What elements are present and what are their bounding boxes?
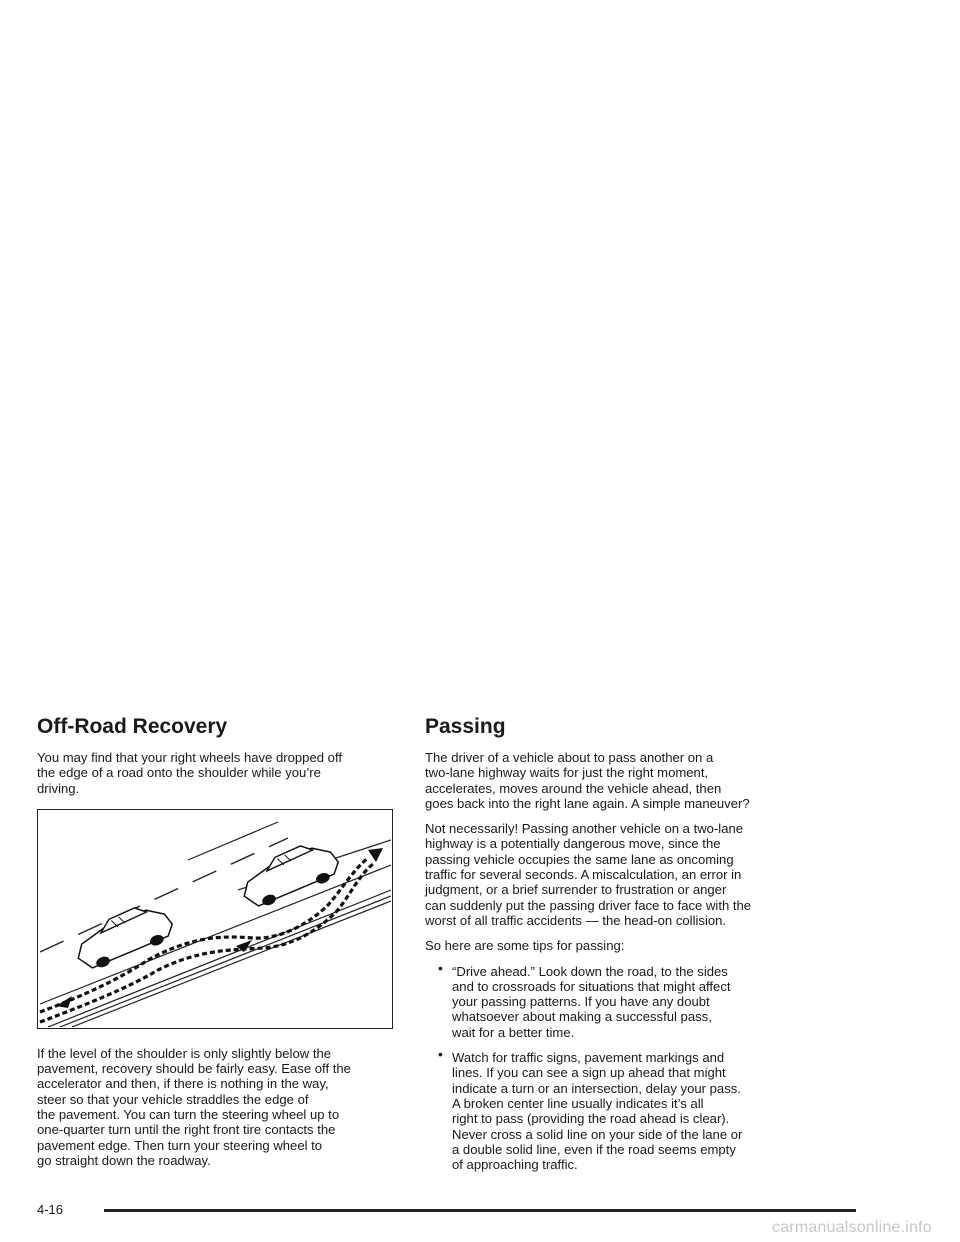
section-heading-passing: Passing — [425, 715, 506, 738]
section-heading-off-road-recovery: Off-Road Recovery — [37, 715, 228, 738]
footer-divider — [104, 1209, 856, 1212]
list-item — [425, 1046, 770, 1173]
list-item — [425, 959, 770, 1040]
front-car-shape — [235, 836, 344, 912]
tip-text: Watch for traffic signs, pavement markings and lines. If you can see a sign up ahead that might indicate a turn or an intersection, delay your pass. A broken center line usually indicates it’s all right to pass (providing the road ahead is clear). Never cross a solid line on your side of the lane or a double solid line, even if the road seems empty of approaching traffic. — [452, 1050, 743, 1173]
intro-paragraph: You may find that your right wheels have dropped off the edge of a road onto the shoulder while you’re driving. — [37, 750, 342, 796]
right-column — [425, 714, 770, 1182]
bullet-icon: • — [438, 959, 443, 976]
rear-car-shape — [69, 898, 178, 974]
watermark: carmanualsonline.info — [772, 1219, 932, 1236]
tip-text: “Drive ahead.” Look down the road, to the sides and to crossroads for situations that might affect your passing patterns. If you have any doubt whatsoever about making a successful pass, wait for a better time. — [452, 963, 731, 1040]
off-road-recovery-illustration — [37, 809, 393, 1029]
page-number: 4-16 — [37, 1202, 64, 1217]
bullet-icon: • — [438, 1046, 443, 1063]
recovery-paragraph: If the level of the shoulder is only slightly below the pavement, recovery should be fairly easy. Ease off the accelerator and then, if there is nothing in the way, steer so that your vehicle straddles the edge of the pavement. You can turn the steering wheel up to one-quarter turn until the right front tire contacts the pavement edge. Then turn your steering wheel to go straight down the roadway. — [37, 1045, 351, 1168]
passing-tips-list — [425, 959, 770, 1173]
passing-paragraph-3: So here are some tips for passing: — [425, 938, 625, 954]
left-column — [37, 714, 397, 1178]
passing-paragraph-1: The driver of a vehicle about to pass another on a two-lane highway waits for just the right moment, accelerates, moves around the vehicle ahead, then goes back into the right lane again. A simple maneuver? — [425, 750, 750, 811]
road-diagram — [38, 810, 391, 1027]
passing-paragraph-2: Not necessarily! Passing another vehicle on a two-lane highway is a potentially dangerous move, since the passing vehicle occupies the same lane as oncoming traffic for several seconds. A miscalculation, an error in judgment, or a brief surrender to frustration or anger can suddenly put the passing driver face to face with the worst of all traffic accidents — the head-on collision. — [425, 821, 752, 928]
